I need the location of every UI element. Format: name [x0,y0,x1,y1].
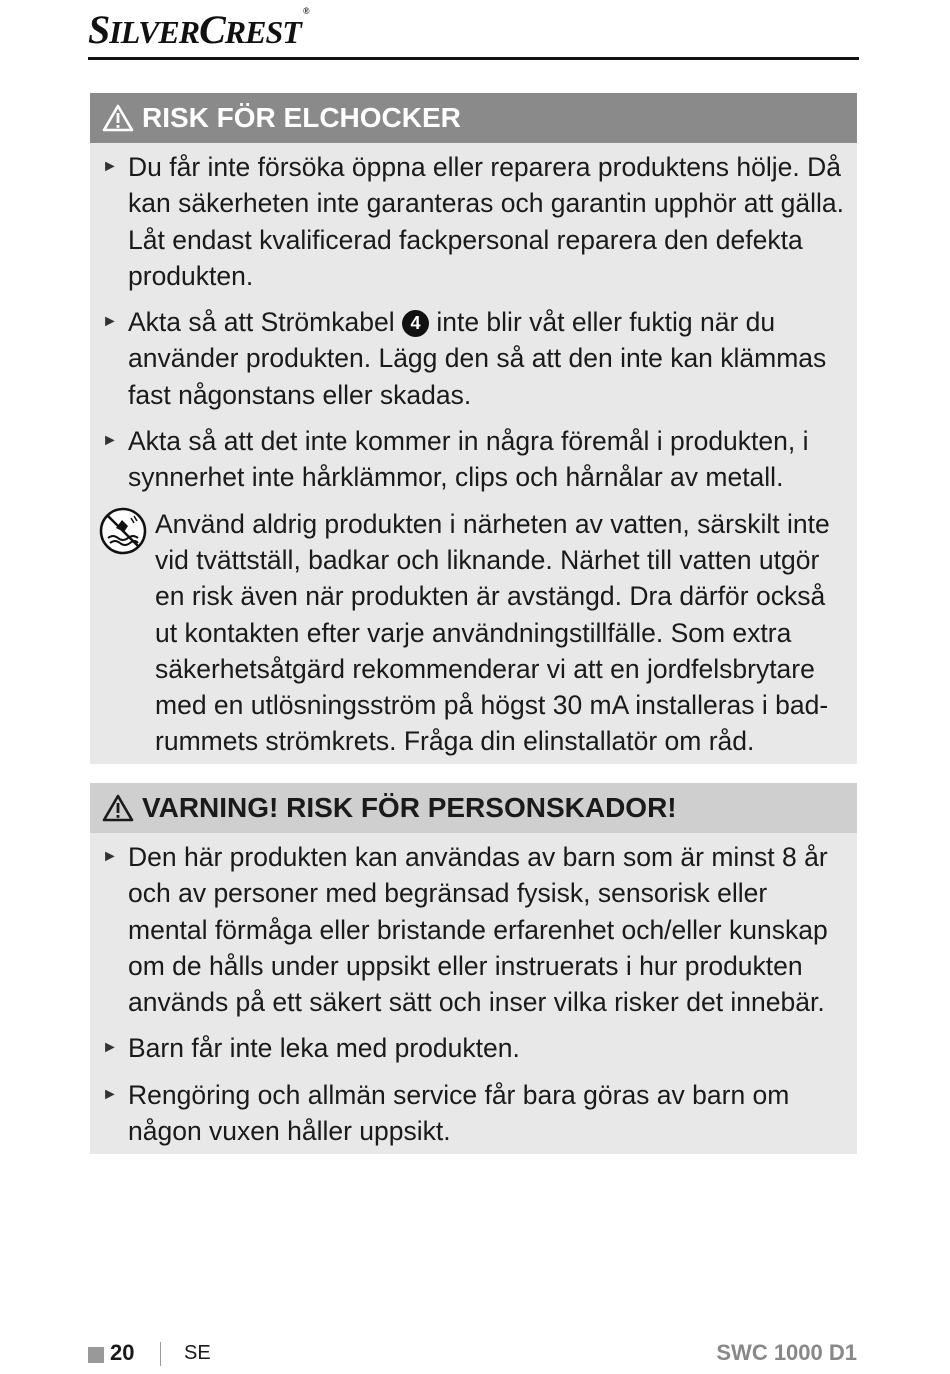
list-item [90,304,857,413]
language-code: SE [184,1342,211,1364]
item-text: Rengöring och allmän service får bara göras av barn om någon vuxen håller uppsikt. [128,1079,790,1147]
part-number-badge: 4 [402,310,429,337]
water-warning-text: Använd aldrig produkten i närheten av vatten, särskilt inte vid tvättställ, badkar och liknande. Närhet till vatten utgör en risk även när produkten är avstängd. Dra därför också ut kontakten efter varje användningstillfälle. Som extra säkerhetsåtgärd rekommenderar vi att en jordfelsbrytare med en utlösningsström på högst 30 mA installeras i bad-rummets strömkrets. Fråga din elinstallatör om råd. [155,508,830,757]
injury-warning-section [90,783,857,1154]
item-text: inte blir våt eller fuktig när du använder produkten. Lägg den så att den inte kan klämmas fast någonstans eller skadas. [128,307,827,410]
item-text: Akta så att Strömkabel [128,307,395,338]
list-item [90,839,857,1020]
bullet-icon: ► [102,432,118,450]
water-warning [90,506,857,760]
warning-triangle-icon [102,104,134,132]
footer-divider [160,1342,161,1366]
list-item [90,1030,857,1066]
model-number: SWC 1000 D1 [716,1340,857,1365]
item-text: Akta så att det inte kommer in några föremål i produkten, i synnerhet inte hårklämmor, clips och hårnålar av metall. [128,426,809,493]
section-title: VARNING! RISK FÖR PERSONSKADOR! [142,792,677,823]
section-heading [90,783,857,833]
bullet-icon: ► [102,1085,118,1103]
item-text: Barn får inte leka med produkten. [128,1033,520,1064]
page-footer [88,1340,859,1370]
item-text: Du får inte försöka öppna eller reparera produktens hölje. Då kan säkerheten inte garanteras och garantin upphör att gälla. Låt endast kvalificerad fackpersonal reparera den defekta produkten. [128,152,844,291]
header-rule [88,57,859,60]
footer-square-icon [88,1347,104,1363]
section-heading [90,93,857,143]
list-item [90,149,857,294]
bullet-icon: ► [102,848,118,865]
bullet-icon: ► [102,158,118,175]
list-item [90,423,857,496]
section-title: RISK FÖR ELCHOCKER [142,102,461,133]
brand-logo: SILVERCREST® [88,6,309,52]
list-item [90,1077,857,1150]
page-number: 20 [110,1340,135,1365]
bullet-icon: ► [102,1039,118,1057]
warning-triangle-icon [102,794,134,822]
item-text: Den här produkten kan användas av barn som är minst 8 år och av personer med begränsad fysisk, sensorisk eller mental förmåga eller bristande erfarenhet och/eller kunskap om de hålls under uppsikt eller instruerats i hur produkten används på ett säkert sätt och inser vilka risker det innebär. [128,842,828,1018]
no-water-icon [98,506,148,556]
electric-shock-warning-section [90,93,857,764]
bullet-icon: ► [102,313,118,331]
